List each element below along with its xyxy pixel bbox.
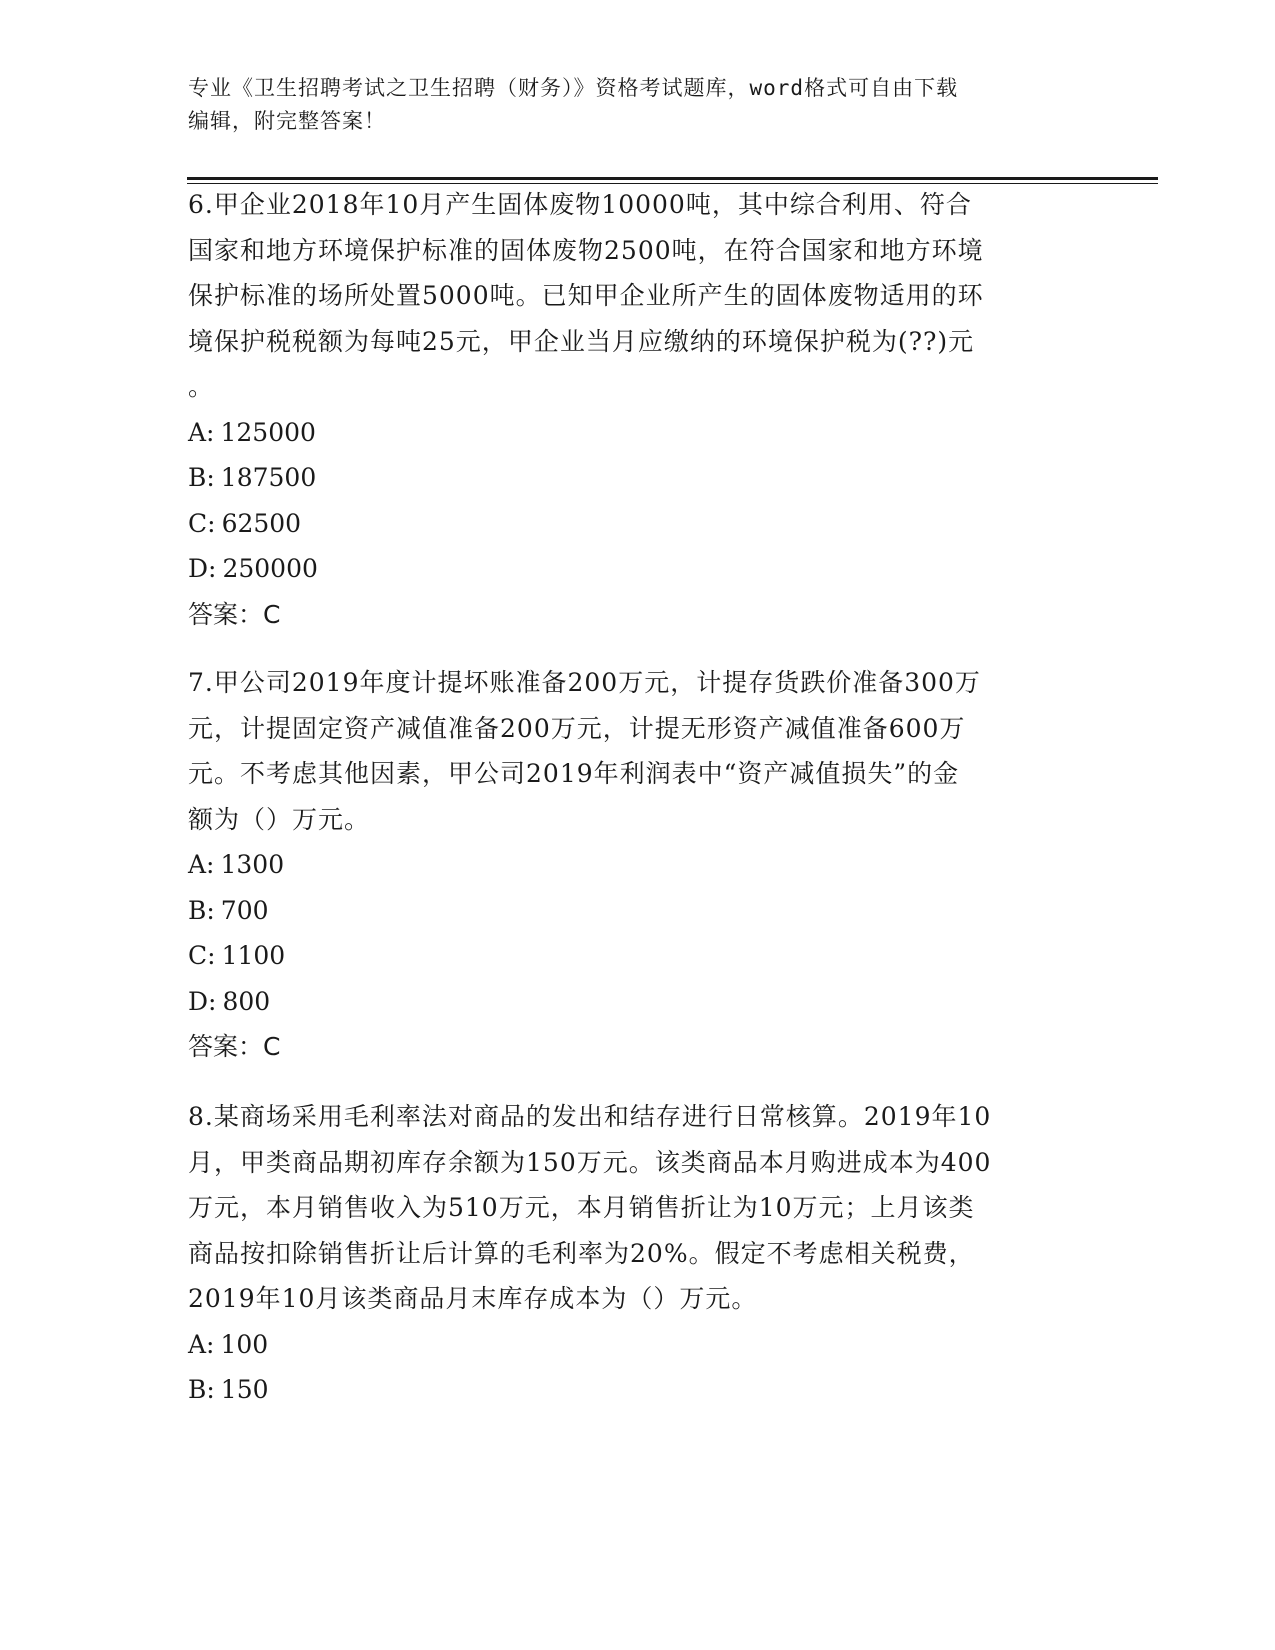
option-value: 1300 (220, 850, 285, 879)
option-key: A: (188, 1329, 215, 1359)
question-text (188, 660, 1088, 842)
question-line: 元，计提固定资产减值准备200万元，计提无形资产减值准备600万 (188, 713, 966, 743)
option-d (188, 979, 1088, 1025)
question-7 (188, 660, 1088, 1070)
header-line-2: 编辑，附完整答案！ (188, 109, 386, 133)
option-value: 150 (220, 1375, 269, 1404)
option-value: 250000 (222, 554, 318, 583)
question-line: 国家和地方环境保护标准的固体废物2500吨，在符合国家和地方环境 (188, 235, 984, 265)
question-line: 6.甲企业2018年10月产生固体废物10000吨，其中综合利用、符合 (188, 190, 972, 219)
question-6 (188, 182, 1088, 637)
question-line: 万元，本月销售收入为510万元，本月销售折让为10万元；上月该类 (188, 1193, 975, 1222)
question-text (188, 1094, 1088, 1322)
question-line: 境保护税税额为每吨25元，甲企业当月应缴纳的环境保护税为(??)元 (188, 326, 975, 356)
option-key: A: (188, 850, 215, 879)
question-line: 2019年10月该类商品月末库存成本为（）万元。 (188, 1284, 758, 1313)
option-a (188, 842, 1088, 888)
question-line: 商品按扣除销售折让后计算的毛利率为20%。假定不考虑相关税费， (188, 1238, 975, 1268)
question-text (188, 182, 1088, 410)
option-key: C: (188, 941, 216, 970)
header-rule-thick (187, 177, 1158, 180)
option-value: 62500 (221, 508, 302, 538)
document-header (188, 72, 1088, 138)
option-a (188, 1322, 1088, 1368)
option-key: B: (188, 1375, 215, 1404)
answer-line: 答案：C (188, 599, 281, 629)
question-line: 8.某商场采用毛利率法对商品的发出和结存进行日常核算。2019年10 (188, 1102, 992, 1131)
question-line: 保护标准的场所处置5000吨。已知甲企业所产生的固体废物适用的环 (188, 281, 984, 310)
option-value: 100 (220, 1329, 269, 1359)
option-value: 1100 (221, 941, 286, 970)
option-key: A: (188, 417, 215, 447)
question-line: 7.甲公司2019年度计提坏账准备200万元，计提存货跌价准备300万 (188, 668, 981, 697)
option-value: 125000 (220, 417, 316, 447)
option-key: D: (188, 554, 217, 583)
option-b (188, 455, 1088, 501)
option-c (188, 933, 1088, 979)
question-line: 额为（）万元。 (188, 804, 371, 834)
option-value: 187500 (220, 463, 317, 492)
question-line: 元。不考虑其他因素，甲公司2019年利润表中“资产减值损失”的金 (188, 759, 960, 788)
option-value: 700 (220, 895, 269, 925)
option-value: 800 (222, 986, 271, 1016)
option-b (188, 1367, 1088, 1413)
option-b (188, 888, 1088, 934)
option-key: C: (188, 508, 216, 538)
option-key: B: (188, 463, 215, 492)
question-8 (188, 1094, 1088, 1413)
question-line: 月，甲类商品期初库存余额为150万元。该类商品本月购进成本为400 (188, 1147, 992, 1177)
option-key: B: (188, 895, 215, 925)
question-line: 。 (188, 372, 215, 401)
option-c (188, 501, 1088, 547)
answer-line: 答案：C (188, 1032, 281, 1061)
option-d (188, 546, 1088, 592)
option-a (188, 410, 1088, 456)
option-key: D: (188, 986, 217, 1016)
header-line-1: 专业《卫生招聘考试之卫生招聘（财务）》资格考试题库，word格式可自由下载 (188, 76, 959, 100)
